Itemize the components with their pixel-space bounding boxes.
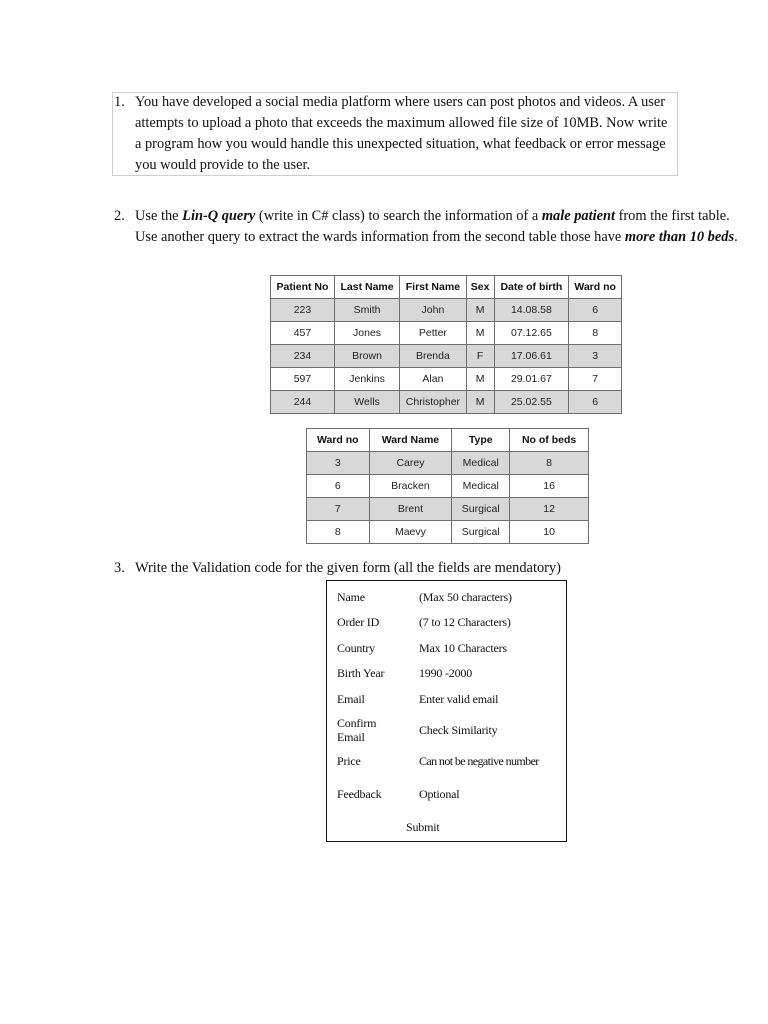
column-header: Sex (466, 276, 494, 299)
column-header: First Name (400, 276, 467, 299)
table-row (271, 391, 622, 414)
question-2-emphasis: Lin-Q query (182, 208, 256, 224)
table-cell: Wells (334, 391, 399, 414)
table-cell: Brenda (400, 345, 467, 368)
table-row (271, 299, 622, 322)
table-cell: 7 (569, 368, 622, 391)
question-3-number: 3. (114, 560, 125, 576)
table-row (307, 498, 589, 521)
table-cell: 457 (271, 322, 335, 345)
table-cell: 29.01.67 (494, 368, 569, 391)
table-cell: 7 (307, 498, 370, 521)
form-field-label: Birth Year (337, 666, 385, 680)
table-cell: Christopher (400, 391, 467, 414)
form-field-rule: Max 10 Characters (419, 641, 507, 655)
table-cell: 3 (307, 452, 370, 475)
table-cell: 8 (307, 521, 370, 544)
form-field-rule: Can not be negative number (419, 754, 539, 768)
column-header: No of beds (510, 429, 589, 452)
table-cell: 6 (307, 475, 370, 498)
form-field-label: Feedback (337, 787, 382, 801)
table-cell: 8 (569, 322, 622, 345)
table-cell: 223 (271, 299, 335, 322)
wards-header-row (307, 429, 589, 452)
table-cell: Petter (400, 322, 467, 345)
table-row (307, 452, 589, 475)
form-field-rule: Enter valid email (419, 692, 499, 706)
form-field-label: Country (337, 641, 375, 655)
table-row (271, 345, 622, 368)
table-cell: 17.06.61 (494, 345, 569, 368)
table-cell: 244 (271, 391, 335, 414)
column-header: Ward no (307, 429, 370, 452)
form-field-label: Email (337, 692, 365, 706)
submit-label: Submit (406, 820, 440, 834)
question-1-number: 1. (114, 94, 125, 110)
validation-form-box (326, 580, 567, 842)
table-cell: Medical (452, 452, 510, 475)
table-cell: Alan (400, 368, 467, 391)
form-field-rule: 1990 -2000 (419, 666, 472, 680)
table-row (307, 475, 589, 498)
question-2-part: from the first table. Use another query to extract the wards information from the second table those have (135, 208, 730, 245)
table-cell: 07.12.65 (494, 322, 569, 345)
table-cell: 25.02.55 (494, 391, 569, 414)
column-header: Ward no (569, 276, 622, 299)
column-header: Patient No (271, 276, 335, 299)
table-row (307, 521, 589, 544)
question-2-emphasis: male patient (541, 208, 615, 224)
question-2-emphasis: more than 10 beds (624, 229, 735, 245)
form-field-label: Confirm Email (337, 716, 377, 744)
table-cell: M (466, 299, 494, 322)
table-cell: Carey (369, 452, 452, 475)
form-field-rule: Optional (419, 787, 460, 801)
column-header: Date of birth (494, 276, 569, 299)
patients-header-row (271, 276, 622, 299)
table-cell: Smith (334, 299, 399, 322)
question-2-part: Use the (135, 208, 183, 224)
table-cell: 12 (510, 498, 589, 521)
form-field-label: Price (337, 754, 361, 768)
table-cell: Brown (334, 345, 399, 368)
table-cell: Maevy (369, 521, 452, 544)
table-row (271, 368, 622, 391)
table-cell: Surgical (452, 498, 510, 521)
question-2-number: 2. (114, 208, 125, 224)
patients-table (270, 275, 622, 414)
question-1-text: You have developed a social media platform where users can post photos and videos. A user attempts to upload a photo that exceeds the maximum allowed file size of 10MB. Now write a program how you would handle this unexpected situation, what feedback or error message you would provide to the user. (135, 94, 668, 173)
table-cell: Surgical (452, 521, 510, 544)
table-cell: M (466, 368, 494, 391)
column-header: Type (452, 429, 510, 452)
table-cell: M (466, 391, 494, 414)
table-cell: 6 (569, 391, 622, 414)
table-cell: Jenkins (334, 368, 399, 391)
form-field-rule: Check Similarity (419, 723, 498, 737)
table-cell: John (400, 299, 467, 322)
table-row (271, 322, 622, 345)
table-cell: 6 (569, 299, 622, 322)
form-field-label: Name (337, 590, 365, 604)
table-cell: F (466, 345, 494, 368)
table-cell: M (466, 322, 494, 345)
column-header: Last Name (334, 276, 399, 299)
table-cell: 597 (271, 368, 335, 391)
question-3-text: Write the Validation code for the given form (all the fields are mendatory) (135, 560, 561, 576)
table-cell: 3 (569, 345, 622, 368)
form-field-rule: (7 to 12 Characters) (419, 615, 511, 629)
question-2-part: (write in C# class) to search the information of a (255, 208, 542, 224)
table-cell: 234 (271, 345, 335, 368)
table-cell: 16 (510, 475, 589, 498)
table-cell: 10 (510, 521, 589, 544)
wards-table (306, 428, 589, 544)
question-2-part: . (734, 229, 738, 245)
table-cell: 14.08.58 (494, 299, 569, 322)
table-cell: Brent (369, 498, 452, 521)
table-cell: Jones (334, 322, 399, 345)
table-cell: Bracken (369, 475, 452, 498)
form-field-rule: (Max 50 characters) (419, 590, 512, 604)
form-field-label: Order ID (337, 615, 380, 629)
column-header: Ward Name (369, 429, 452, 452)
table-cell: Medical (452, 475, 510, 498)
table-cell: 8 (510, 452, 589, 475)
question-2-text (135, 206, 755, 248)
